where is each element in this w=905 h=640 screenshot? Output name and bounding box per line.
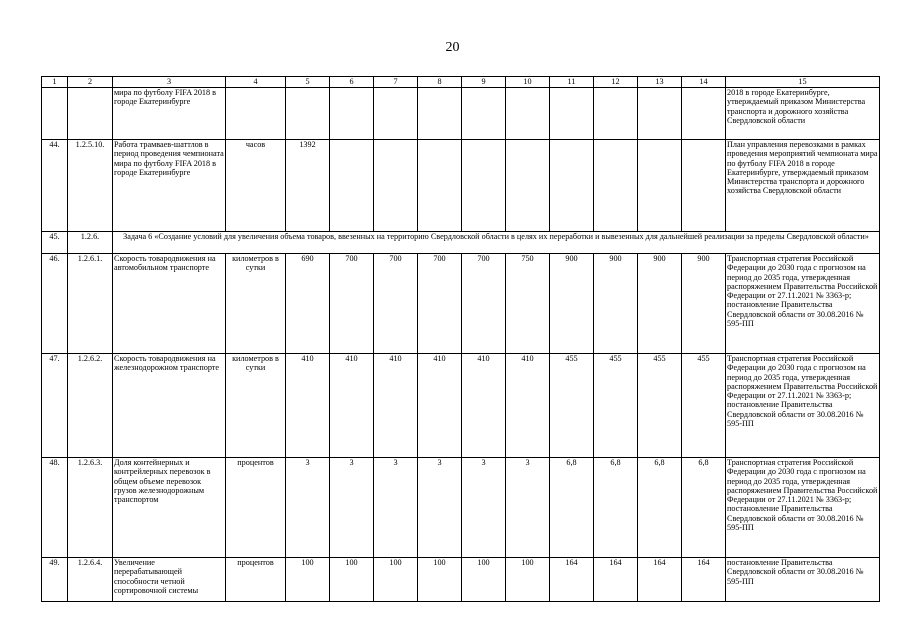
indicators-table: [41, 76, 880, 602]
table-row: [42, 140, 880, 232]
source-cell: Транспортная стратегия Российской Федерации до 2030 года с прогнозом на период до 2035 года, утвержденная распоряжением Правительства Российской Федерации от 27.11.2021 № 3363-р; постановление Правительства Свердловской области от 30.08.2016 № 595-ПП: [726, 354, 880, 458]
value-cell: 6,8: [682, 458, 726, 558]
indicator-name-cell: Доля контейнерных и контрейлерных перевозок в общем объеме перевозок грузов железнодорожным транспортом: [113, 458, 226, 558]
column-number-cell: 9: [462, 77, 506, 88]
unit-cell: часов: [226, 140, 286, 232]
unit-cell: километров в сутки: [226, 354, 286, 458]
value-cell: 700: [418, 254, 462, 354]
value-cell: 3: [462, 458, 506, 558]
value-cell: [418, 88, 462, 140]
column-number-cell: 6: [330, 77, 374, 88]
indicator-name-cell: Работа трамваев-шаттлов в период проведения чемпионата мира по футболу FIFA 2018 в городе Екатеринбурге: [113, 140, 226, 232]
value-cell: 410: [330, 354, 374, 458]
row-code-cell: 1.2.5.10.: [68, 140, 113, 232]
indicator-name-cell: Скорость товародвижения на автомобильном транспорте: [113, 254, 226, 354]
value-cell: 455: [682, 354, 726, 458]
value-cell: [638, 140, 682, 232]
source-cell: Транспортная стратегия Российской Федерации до 2030 года с прогнозом на период до 2035 года, утвержденная распоряжением Правительства Российской Федерации от 27.11.2021 № 3363-р; постановление Правительства Свердловской области от 30.08.2016 № 595-ПП: [726, 458, 880, 558]
value-cell: [462, 140, 506, 232]
column-number-cell: 12: [594, 77, 638, 88]
unit-cell: процентов: [226, 558, 286, 602]
value-cell: 700: [330, 254, 374, 354]
value-cell: 3: [286, 458, 330, 558]
value-cell: 164: [594, 558, 638, 602]
value-cell: [594, 88, 638, 140]
value-cell: [550, 140, 594, 232]
indicator-name-cell: мира по футболу FIFA 2018 в городе Екатеринбурге: [113, 88, 226, 140]
row-code-cell: 1.2.6.3.: [68, 458, 113, 558]
table-row: [42, 558, 880, 602]
row-code-cell: 1.2.6.2.: [68, 354, 113, 458]
page-number: 20: [445, 40, 460, 55]
source-cell: План управления перевозками в рамках проведения мероприятий чемпионата мира по футболу FIFA 2018 в городе Екатеринбурге, утверждаемый приказом Министерства транспорта и дорожного хозяйства Свердловской области: [726, 140, 880, 232]
value-cell: [506, 88, 550, 140]
column-number-cell: 10: [506, 77, 550, 88]
value-cell: 100: [462, 558, 506, 602]
value-cell: [330, 88, 374, 140]
column-number-cell: 7: [374, 77, 418, 88]
value-cell: [374, 140, 418, 232]
row-number-cell: 47.: [42, 354, 68, 458]
value-cell: [374, 88, 418, 140]
value-cell: 900: [682, 254, 726, 354]
row-number-cell: 46.: [42, 254, 68, 354]
value-cell: 3: [418, 458, 462, 558]
row-code-cell: [68, 88, 113, 140]
row-code-cell: 1.2.6.: [68, 232, 113, 254]
value-cell: [418, 140, 462, 232]
value-cell: 100: [374, 558, 418, 602]
value-cell: [550, 88, 594, 140]
value-cell: 3: [374, 458, 418, 558]
value-cell: 6,8: [638, 458, 682, 558]
value-cell: 3: [506, 458, 550, 558]
row-number-cell: 48.: [42, 458, 68, 558]
table-row: [42, 88, 880, 140]
column-number-cell: 11: [550, 77, 594, 88]
value-cell: [594, 140, 638, 232]
value-cell: 900: [594, 254, 638, 354]
task-row: [42, 232, 880, 254]
value-cell: [638, 88, 682, 140]
value-cell: [330, 140, 374, 232]
unit-cell: километров в сутки: [226, 254, 286, 354]
table-row: [42, 354, 880, 458]
row-number-cell: 44.: [42, 140, 68, 232]
row-code-cell: 1.2.6.1.: [68, 254, 113, 354]
column-number-cell: 1: [42, 77, 68, 88]
value-cell: 900: [638, 254, 682, 354]
unit-cell: процентов: [226, 458, 286, 558]
value-cell: 100: [418, 558, 462, 602]
value-cell: 700: [462, 254, 506, 354]
value-cell: 700: [374, 254, 418, 354]
column-number-row: [42, 77, 880, 88]
value-cell: 900: [550, 254, 594, 354]
value-cell: 100: [330, 558, 374, 602]
column-number-cell: 4: [226, 77, 286, 88]
value-cell: 410: [418, 354, 462, 458]
column-number-cell: 15: [726, 77, 880, 88]
value-cell: 164: [550, 558, 594, 602]
column-number-cell: 2: [68, 77, 113, 88]
value-cell: [286, 88, 330, 140]
unit-cell: [226, 88, 286, 140]
row-number-cell: 45.: [42, 232, 68, 254]
column-number-cell: 5: [286, 77, 330, 88]
indicator-name-cell: Скорость товародвижения на железнодорожном транспорте: [113, 354, 226, 458]
value-cell: [462, 88, 506, 140]
value-cell: 164: [682, 558, 726, 602]
value-cell: 750: [506, 254, 550, 354]
column-number-cell: 3: [113, 77, 226, 88]
value-cell: 100: [506, 558, 550, 602]
table-row: [42, 458, 880, 558]
value-cell: 410: [506, 354, 550, 458]
source-cell: 2018 в городе Екатеринбурге, утверждаемый приказом Министерства транспорта и дорожного хозяйства Свердловской области: [726, 88, 880, 140]
value-cell: 410: [374, 354, 418, 458]
row-code-cell: 1.2.6.4.: [68, 558, 113, 602]
column-number-cell: 13: [638, 77, 682, 88]
value-cell: 6,8: [550, 458, 594, 558]
column-number-cell: 8: [418, 77, 462, 88]
value-cell: 410: [462, 354, 506, 458]
task-title-cell: Задача 6 «Создание условий для увеличения объема товаров, ввезенных на территорию Свердловской области в целях их переработки и вывезенных для дальнейшей реализации за пределы Свердловской области»: [113, 232, 880, 254]
value-cell: [682, 140, 726, 232]
value-cell: 1392: [286, 140, 330, 232]
value-cell: [682, 88, 726, 140]
source-cell: постановление Правительства Свердловской области от 30.08.2016 № 595-ПП: [726, 558, 880, 602]
source-cell: Транспортная стратегия Российской Федерации до 2030 года с прогнозом на период до 2035 года, утвержденная распоряжением Правительства Российской Федерации от 27.11.2021 № 3363-р; постановление Правительства Свердловской области от 30.08.2016 № 595-ПП: [726, 254, 880, 354]
value-cell: 100: [286, 558, 330, 602]
row-number-cell: [42, 88, 68, 140]
row-number-cell: 49.: [42, 558, 68, 602]
value-cell: 410: [286, 354, 330, 458]
table-row: [42, 254, 880, 354]
indicator-name-cell: Увеличение перерабатывающей способности четной сортировочной системы: [113, 558, 226, 602]
value-cell: 455: [594, 354, 638, 458]
value-cell: [506, 140, 550, 232]
value-cell: 455: [550, 354, 594, 458]
value-cell: 164: [638, 558, 682, 602]
value-cell: 455: [638, 354, 682, 458]
column-number-cell: 14: [682, 77, 726, 88]
value-cell: 3: [330, 458, 374, 558]
value-cell: 6,8: [594, 458, 638, 558]
value-cell: 690: [286, 254, 330, 354]
